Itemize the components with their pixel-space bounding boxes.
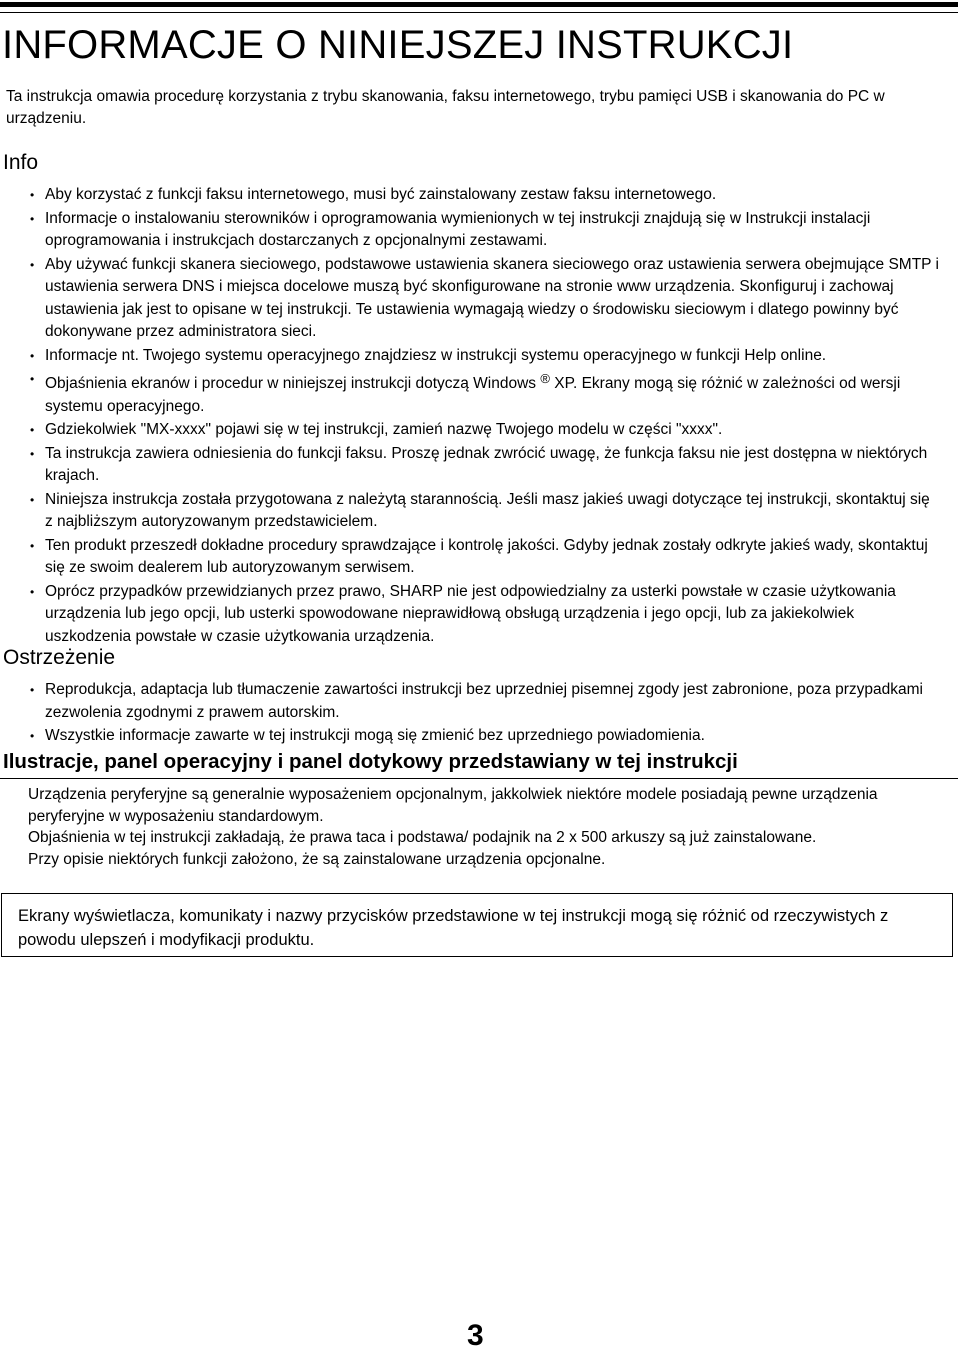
- top-rule-thick: [0, 2, 958, 7]
- warning-item-text: Wszystkie informacje zawarte w tej instrukcji mogą się zmienić bez uprzedniego powiadomienia.: [45, 727, 705, 744]
- section-divider: [0, 778, 958, 779]
- info-item: [30, 345, 940, 368]
- info-item-text: Ten produkt przeszedł dokładne procedury sprawdzające i kontrolę jakości. Gdyby jednak zostały odkryte jakieś wady, skontaktuj się ze swoim dealerem lub autoryzowanym serwisem.: [45, 536, 928, 576]
- info-item-text: XP. Ekrany mogą się różnić w zależności od wersji systemu operacyjnego.: [45, 375, 901, 415]
- info-list: [30, 184, 940, 649]
- bullet-icon: •: [30, 348, 35, 363]
- info-item-text: Ta instrukcja zawiera odniesienia do funkcji faksu. Proszę jednak zwrócić uwagę, że funkcja faksu nie jest dostępna w niektórych krajach.: [45, 444, 928, 484]
- warning-heading: Ostrzeżenie: [3, 646, 116, 669]
- intro-paragraph: Ta instrukcja omawia procedurę korzystania z trybu skanowania, faksu internetowego, trybu pamięci USB i skanowania do PC w urządzeniu.: [6, 88, 885, 127]
- top-rule-thin: [0, 12, 958, 13]
- bullet-icon: •: [30, 538, 35, 553]
- info-item-text: Niniejsza instrukcja została przygotowana z należytą starannością. Jeśli masz jakieś uwagi dotyczące tej instrukcji, skontaktuj się z najbliższym autoryzowanym przedstawicielem.: [45, 490, 930, 530]
- page-title: INFORMACJE O NINIEJSZEJ INSTRUKCJI: [2, 23, 794, 67]
- warning-item-text: Reprodukcja, adaptacja lub tłumaczenie zawartości instrukcji bez uprzedniej pisemnej zgody jest zabronione, poza przypadkami zezwolenia zgodnymi z prawem autorskim.: [45, 681, 923, 721]
- info-item-text: Objaśnienia ekranów i procedur w niniejszej instrukcji dotyczą Windows: [45, 375, 537, 392]
- illustrations-paragraph: Objaśnienia w tej instrukcji zakładają, że prawa taca i podstawa/ podajnik na 2 x 500 arkuszy są już zainstalowane.: [28, 829, 817, 846]
- info-item: [30, 443, 940, 488]
- bullet-icon: •: [30, 423, 35, 437]
- info-item: [30, 581, 940, 649]
- info-item-text: Gdziekolwiek "MX-xxxx" pojawi się w tej instrukcji, zamień nazwę Twojego modelu w części "xxxx".: [45, 421, 723, 438]
- info-item-text: Informacje nt. Twojego systemu operacyjnego znajdziesz w instrukcji systemu operacyjnego w funkcji Help online.: [45, 346, 827, 364]
- info-item: [30, 535, 940, 580]
- bullet-icon: •: [30, 211, 35, 226]
- note-text: Ekrany wyświetlacza, komunikaty i nazwy przycisków przedstawione w tej instrukcji mogą się różnić od rzeczywistych z powodu ulepszeń i modyfikacji produktu.: [18, 907, 889, 949]
- note-box: [1, 893, 953, 957]
- bullet-icon: •: [30, 372, 35, 386]
- page-number: 3: [467, 1319, 484, 1352]
- info-item: [30, 184, 940, 207]
- bullet-icon: •: [30, 446, 35, 461]
- info-item: [30, 489, 940, 534]
- bullet-icon: •: [30, 188, 35, 202]
- warning-item: [30, 725, 940, 748]
- bullet-icon: •: [30, 584, 35, 599]
- info-heading: Info: [3, 151, 39, 174]
- bullet-icon: •: [30, 729, 35, 743]
- illustrations-paragraph: Przy opisie niektórych funkcji założono, że są zainstalowane urządzenia opcjonalne.: [28, 850, 606, 868]
- bullet-icon: •: [30, 257, 35, 272]
- illustrations-paragraph: Urządzenia peryferyjne są generalnie wyposażeniem opcjonalnym, jakkolwiek niektóre modele posiadają pewne urządzenia peryferyjne w wyposażeniu standardowym.: [28, 786, 878, 825]
- warning-list: [30, 679, 940, 749]
- bullet-icon: •: [30, 492, 35, 507]
- illustrations-heading: Ilustracje, panel operacyjny i panel dotykowy przedstawiany w tej instrukcji: [3, 750, 738, 773]
- info-item-text: Aby korzystać z funkcji faksu internetowego, musi być zainstalowany zestaw faksu internetowego.: [45, 186, 717, 203]
- illustrations-body: [28, 784, 948, 870]
- bullet-icon: •: [30, 683, 35, 697]
- info-item: [30, 368, 940, 418]
- info-item: [30, 254, 940, 344]
- info-item-text: Aby używać funkcji skanera sieciowego, podstawowe ustawienia skanera sieciowego oraz ustawienia serwera obejmujące SMTP i ustawienia serwera DNS i miejsca docelowe muszą być skonfigurowane na stronie www urządzenia. Skonfiguruj i zachowaj ustawienia jak jest to opisane w tej instrukcji. Te ustawienia wymagają wiedzy o środowisku sieciowym i dlatego powinny być dokonywane przez administratora sieci.: [45, 255, 939, 340]
- warning-item: [30, 679, 940, 724]
- info-item: [30, 419, 940, 442]
- info-item: [30, 208, 940, 253]
- info-item-text: Oprócz przypadków przewidzianych przez prawo, SHARP nie jest odpowiedzialny za usterki powstałe w czasie użytkowania urządzenia lub jego opcji, lub usterki spowodowane nieprawidłową obsługą urządzenia i jego opcji, lub za jakiekolwiek uszkodzenia powstałe w czasie użytkowania urządzenia.: [45, 582, 896, 645]
- info-item-text: Informacje o instalowaniu sterowników i oprogramowania wymienionych w tej instrukcji znajdują się w Instrukcji instalacji oprogramowania i instrukcjach dostarczanych z opcjonalnymi zestawami.: [45, 209, 871, 249]
- registered-mark: ®: [540, 371, 550, 386]
